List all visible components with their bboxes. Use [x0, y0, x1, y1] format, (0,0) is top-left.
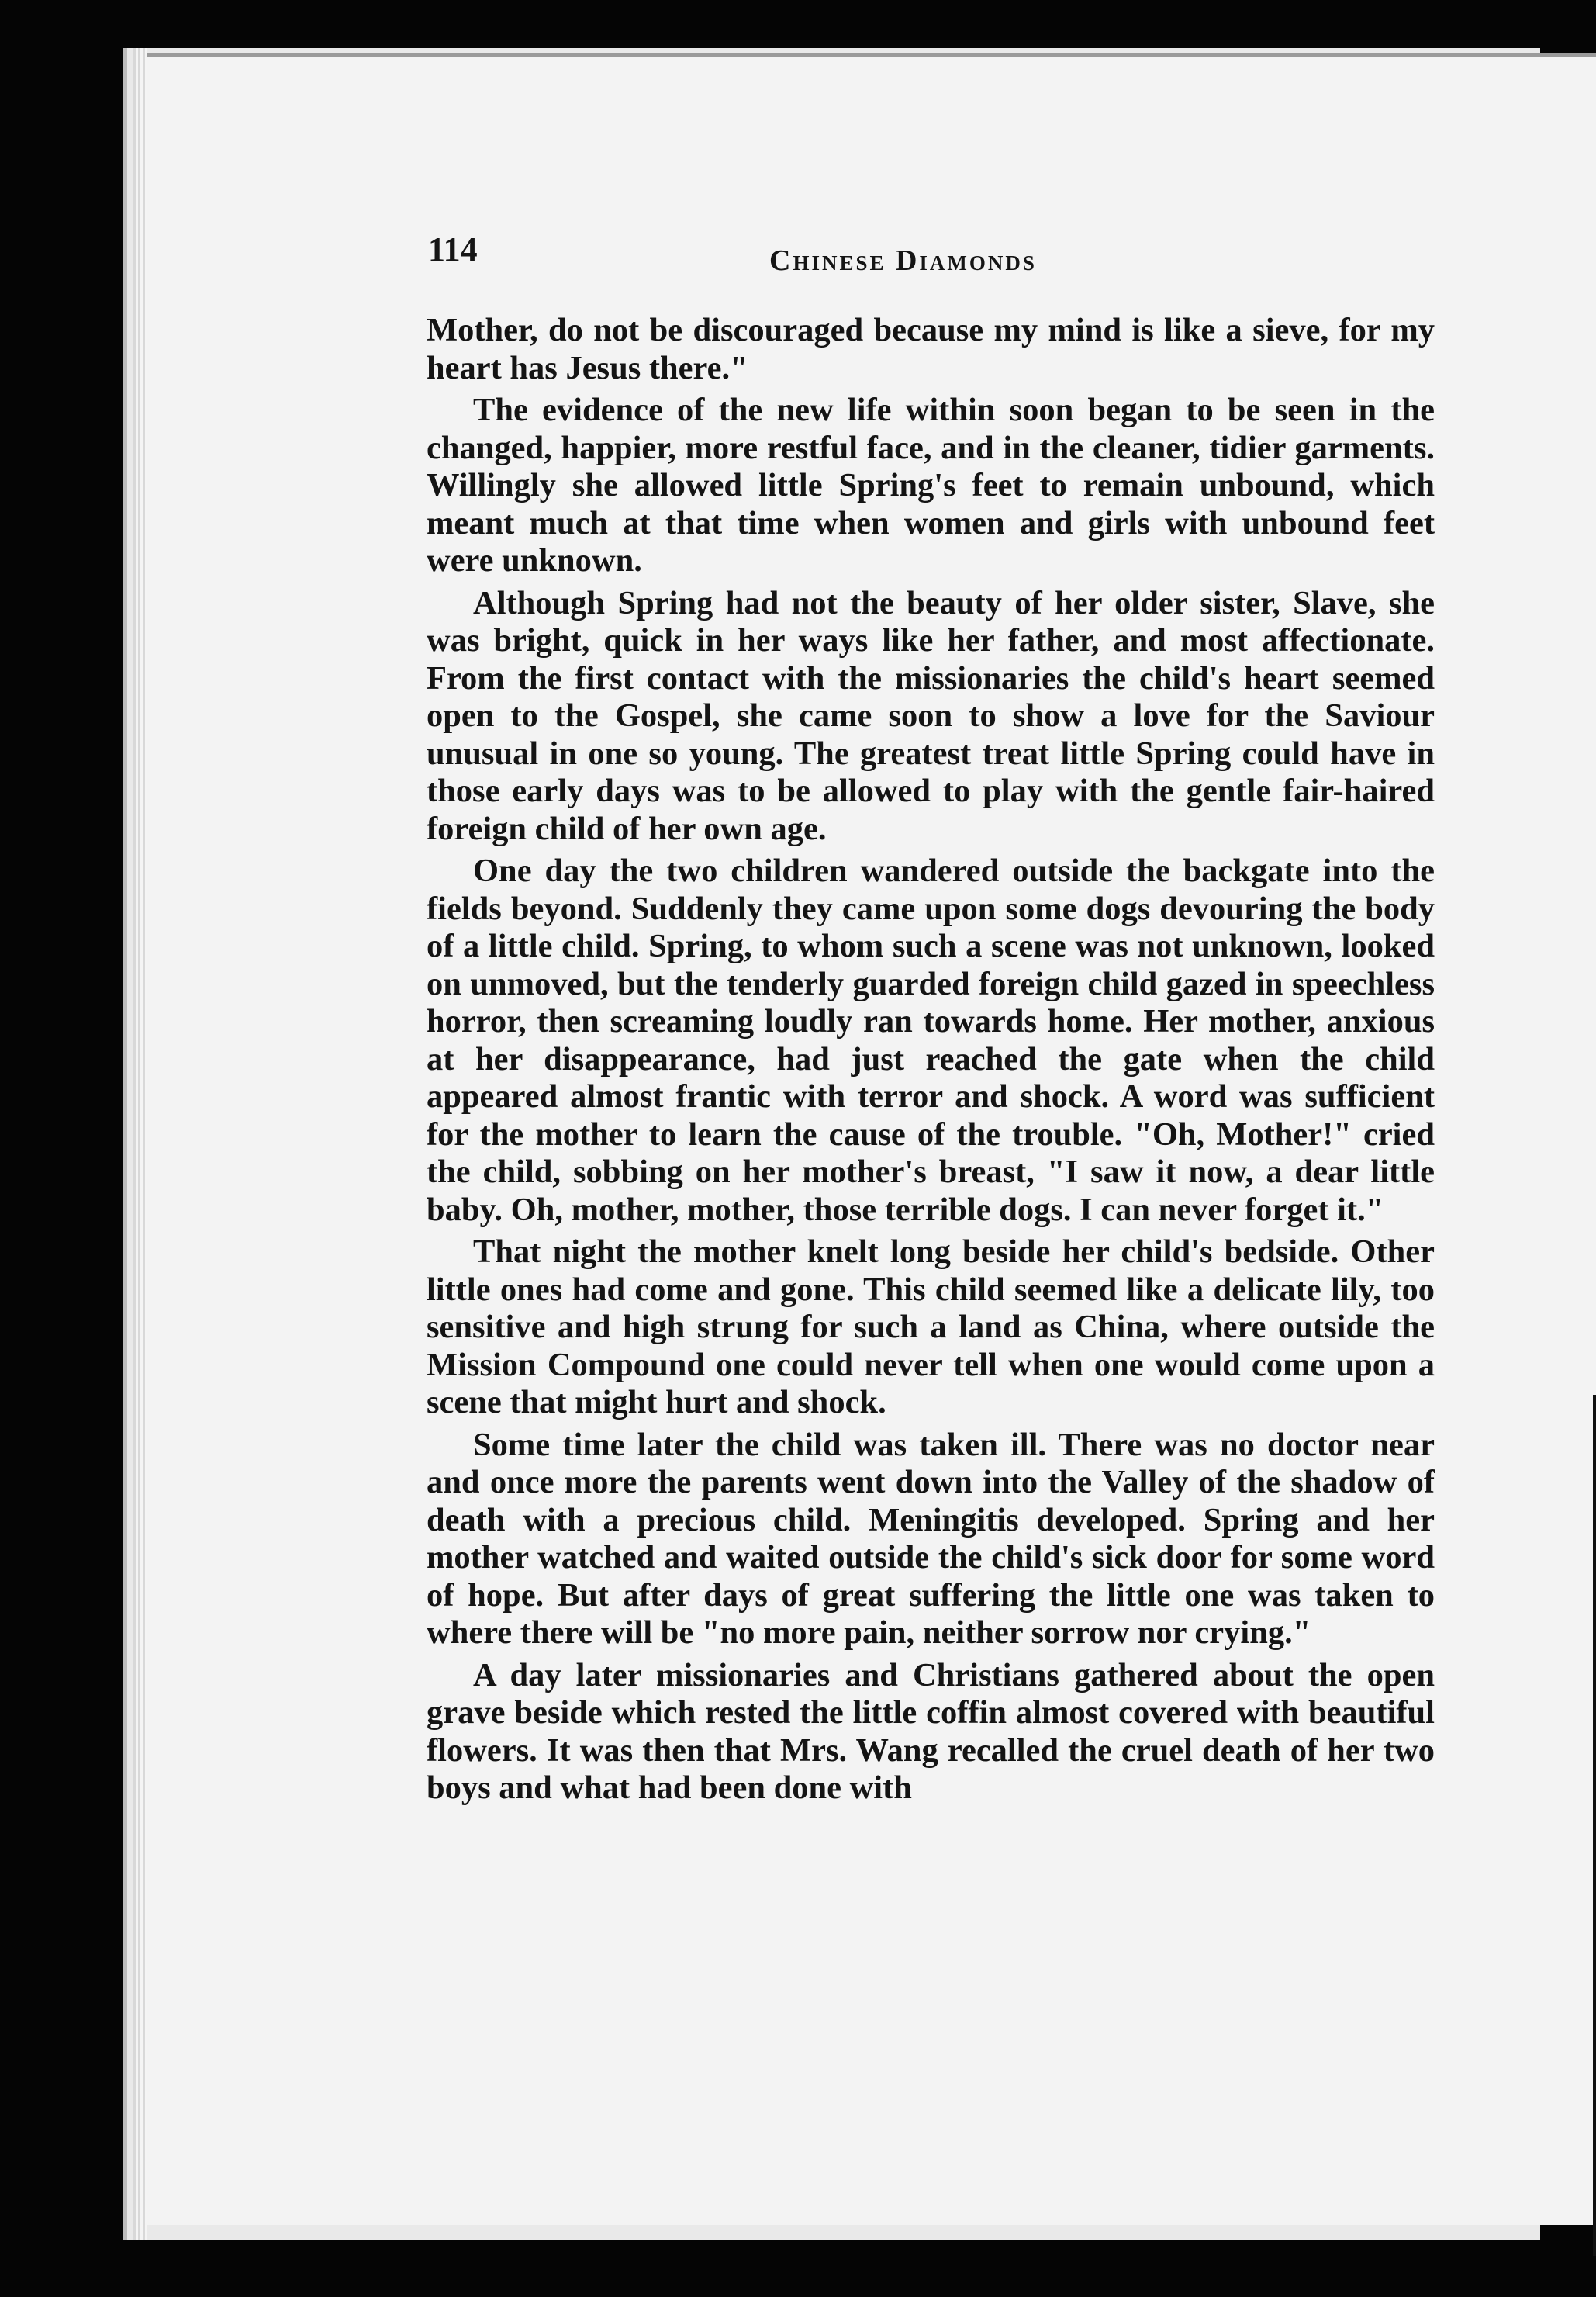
- binding-shadow: [1593, 1395, 1596, 2256]
- paragraph: Although Spring had not the beauty of her older sister, Slave, she was bright, quick in her ways like her father, and most affectionate. From the first contact with the missionaries the child's heart seemed open to the Gospel, she came soon to show a love for the Saviour unusual in one so young. The greatest treat little Spring could have in those early days was to be allowed to play with the gentle fair-haired foreign child of her own age.: [427, 584, 1435, 847]
- paragraph: The evidence of the new life within soon began to be seen in the changed, happier, more restful face, and in the cleaner, tidier garments. Willingly she allowed little Spring's feet to remain unbound, which meant much at that time when women and girls with unbound feet were unknown.: [427, 392, 1435, 579]
- running-head: [428, 230, 1514, 292]
- paragraph: Some time later the child was taken ill. There was no doctor near and once more the parents went down into the Valley of the shadow of death with a precious child. Meningitis developed. Spring and her mother watched and waited outside the child's sick door for some word of hope. But after days of great suffering the little one was taken to where there will be "no more pain, neither sorrow nor crying.": [427, 1426, 1435, 1651]
- page-number: 114: [428, 230, 478, 268]
- paragraph: One day the two children wandered outside the backgate into the fields beyond. Suddenly they came upon some dogs devouring the body of a little child. Spring, to whom such a scene was not unknown, looked on unmoved, but the tenderly guarded foreign child gazed in speechless horror, then screaming loudly ran towards home. Her mother, anxious at her disappearance, had just reached the gate when the child appeared almost frantic with terror and shock. A word was sufficient for the mother to learn the cause of the trouble. "Oh, Mother!" cried the child, sobbing on her mother's breast, "I saw it now, a dear little baby. Oh, mother, mother, those terrible dogs. I can never forget it.": [427, 853, 1435, 1228]
- paragraph-continued: Mother, do not be discouraged because my mind is like a sieve, for my heart has Jesus there.": [427, 312, 1435, 386]
- paragraph: That night the mother knelt long beside her child's bedside. Other little ones had come and gone. This child seemed like a delicate lily, too sensitive and high strung for such a land as China, where outside the Mission Compound one could never tell when one would come upon a scene that might hurt and shock.: [427, 1233, 1435, 1420]
- body-text: [427, 312, 1435, 1812]
- book-title: Chinese Diamonds: [769, 244, 1037, 277]
- paragraph: A day later missionaries and Christians gathered about the open grave beside which rested the little coffin almost covered with beautiful flowers. It was then that Mrs. Wang recalled the cruel death of her two boys and what had been done with: [427, 1656, 1435, 1806]
